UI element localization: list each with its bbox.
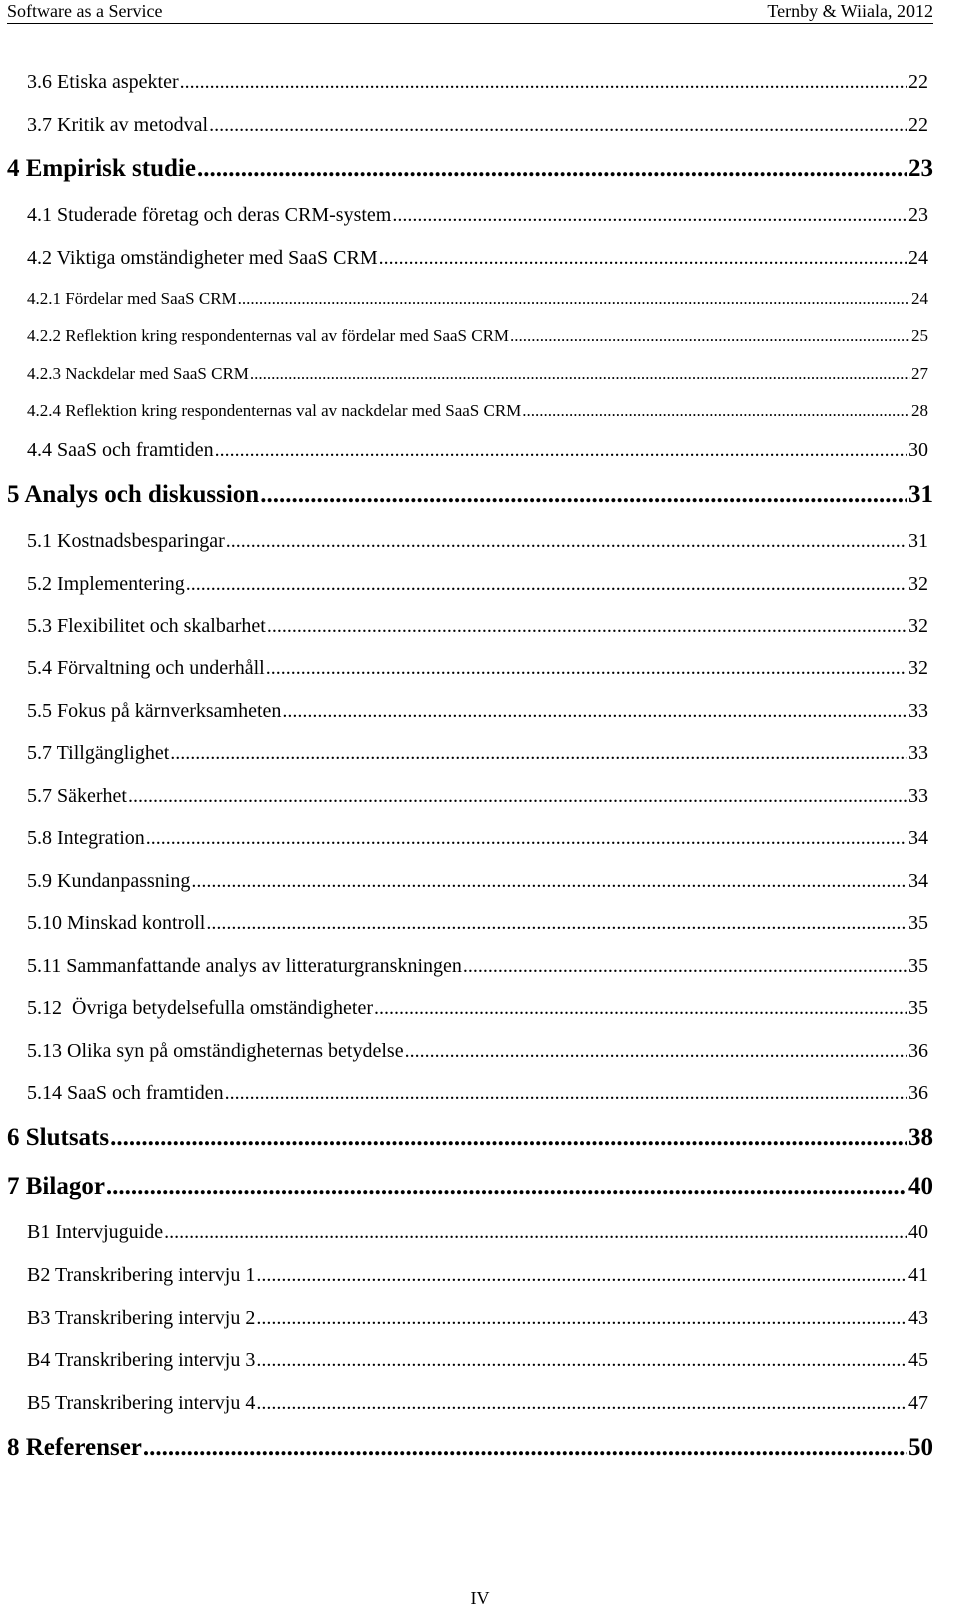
toc-entry-label: 5.10 Minskad kontroll	[27, 912, 206, 934]
toc-leader-dots	[392, 204, 907, 227]
toc-entry[interactable]	[27, 1349, 928, 1372]
toc-entry-page: 43	[908, 1307, 928, 1329]
toc-entry[interactable]	[27, 71, 928, 94]
toc-entry[interactable]	[27, 247, 928, 270]
toc-leader-dots	[463, 955, 907, 978]
toc-entry-page: 33	[908, 700, 928, 722]
page-header	[7, 0, 933, 24]
toc-entry[interactable]	[27, 1040, 928, 1063]
toc-entry-page: 34	[908, 870, 928, 892]
toc-entry-page: 32	[908, 573, 928, 595]
toc-entry[interactable]	[27, 955, 928, 978]
toc-leader-dots	[197, 155, 907, 183]
toc-leader-dots	[164, 1221, 907, 1244]
toc-leader-dots	[256, 1349, 907, 1372]
toc-entry[interactable]	[27, 1307, 928, 1330]
toc-entry-page: 33	[908, 742, 928, 764]
toc-leader-dots	[225, 1082, 907, 1105]
toc-leader-dots	[267, 615, 907, 638]
toc-entry-label: 5.13 Olika syn på omständigheternas betydelse	[27, 1040, 404, 1062]
toc-entry-page: 41	[908, 1264, 928, 1286]
toc-entry-label: 4 Empirisk studie	[7, 155, 196, 182]
toc-chapter[interactable]	[7, 155, 933, 183]
toc-entry-page: 24	[911, 289, 928, 308]
toc-entry-page: 33	[908, 785, 928, 807]
toc-subentry[interactable]	[27, 326, 928, 346]
toc-entry-page: 24	[908, 247, 928, 269]
toc-entry-label: 4.2.4 Reflektion kring respondenternas val av nackdelar med SaaS CRM	[27, 401, 522, 420]
toc-entry-label: B1 Intervjuguide	[27, 1221, 164, 1243]
toc-entry-label: 4.2 Viktiga omständigheter med SaaS CRM	[27, 247, 378, 269]
toc-entry-page: 30	[908, 439, 928, 461]
toc-leader-dots	[106, 1173, 907, 1201]
toc-entry[interactable]	[27, 997, 928, 1020]
toc-entry-label: 5.12 Övriga betydelsefulla omständigheter	[27, 997, 374, 1019]
toc-entry[interactable]	[27, 912, 928, 935]
toc-subentry[interactable]	[27, 289, 928, 309]
toc-leader-dots	[170, 742, 907, 765]
toc-entry[interactable]	[27, 204, 928, 227]
toc-entry-label: B4 Transkribering intervju 3	[27, 1349, 256, 1371]
toc-entry-page: 27	[911, 364, 928, 383]
toc-leader-dots	[510, 326, 910, 346]
toc-entry-label: 5.8 Integration	[27, 827, 145, 849]
toc-leader-dots	[226, 530, 907, 553]
toc-entry[interactable]	[27, 870, 928, 893]
toc-entry-label: 7 Bilagor	[7, 1173, 105, 1200]
toc-entry-label: 3.7 Kritik av metodval	[27, 114, 209, 136]
toc-entry-label: 5.11 Sammanfattande analys av litteraturgranskningen	[27, 955, 462, 977]
toc-leader-dots	[215, 439, 907, 462]
page-number: IV	[470, 1588, 490, 1608]
toc-leader-dots	[379, 247, 907, 270]
toc-entry[interactable]	[27, 530, 928, 553]
toc-entry-page: 35	[908, 997, 928, 1019]
toc-leader-dots	[256, 1307, 907, 1330]
toc-entry-label: 4.4 SaaS och framtiden	[27, 439, 214, 461]
toc-entry-page: 40	[908, 1173, 933, 1200]
toc-entry-label: 5.4 Förvaltning och underhåll	[27, 657, 265, 679]
toc-entry-page: 25	[911, 326, 928, 345]
toc-entry-page: 31	[908, 530, 928, 552]
toc-entry-label: 5.14 SaaS och framtiden	[27, 1082, 224, 1104]
toc-entry-label: B2 Transkribering intervju 1	[27, 1264, 256, 1286]
toc-leader-dots	[186, 573, 907, 596]
toc-entry-label: 5.9 Kundanpassning	[27, 870, 191, 892]
toc-leader-dots	[522, 401, 910, 421]
toc-leader-dots	[405, 1040, 907, 1063]
toc-entry[interactable]	[27, 1392, 928, 1415]
toc-entry[interactable]	[27, 573, 928, 596]
toc-entry-page: 34	[908, 827, 928, 849]
toc-entry-page: 38	[908, 1124, 933, 1151]
toc-leader-dots	[146, 827, 907, 850]
toc-leader-dots	[374, 997, 907, 1020]
toc-entry-label: 4.2.2 Reflektion kring respondenternas val av fördelar med SaaS CRM	[27, 326, 510, 345]
toc-subentry[interactable]	[27, 364, 928, 384]
toc-entry[interactable]	[27, 439, 928, 462]
toc-leader-dots	[143, 1434, 907, 1462]
toc-chapter[interactable]	[7, 481, 933, 509]
header-authors: Ternby & Wiiala, 2012	[767, 1, 933, 21]
toc-entry-page: 45	[908, 1349, 928, 1371]
toc-entry-label: 3.6 Etiska aspekter	[27, 71, 179, 93]
toc-chapter[interactable]	[7, 1173, 933, 1201]
toc-leader-dots	[180, 71, 907, 94]
toc-entry-label: 8 Referenser	[7, 1434, 142, 1461]
toc-entry[interactable]	[27, 114, 928, 137]
toc-entry-page: 32	[908, 657, 928, 679]
toc-entry-page: 23	[908, 204, 928, 226]
toc-leader-dots	[238, 289, 910, 309]
toc-leader-dots	[110, 1124, 907, 1152]
toc-entry-label: B3 Transkribering intervju 2	[27, 1307, 256, 1329]
toc-entry-label: 5.7 Tillgänglighet	[27, 742, 170, 764]
toc-entry-label: B5 Transkribering intervju 4	[27, 1392, 256, 1414]
toc-entry[interactable]	[27, 785, 928, 808]
toc-entry-page: 22	[908, 114, 928, 136]
toc-entry-page: 31	[908, 481, 933, 508]
toc-entry-label: 5.3 Flexibilitet och skalbarhet	[27, 615, 266, 637]
toc-chapter[interactable]	[7, 1124, 933, 1152]
toc-leader-dots	[282, 700, 907, 723]
toc-entry-page: 28	[911, 401, 928, 420]
toc-entry-page: 50	[908, 1434, 933, 1461]
toc-entry-label: 5.1 Kostnadsbesparingar	[27, 530, 225, 552]
toc-entry-page: 35	[908, 955, 928, 977]
toc-entry[interactable]	[27, 700, 928, 723]
toc-leader-dots	[206, 912, 907, 935]
toc-subentry[interactable]	[27, 401, 928, 421]
toc-chapter[interactable]	[7, 1434, 933, 1462]
toc-leader-dots	[266, 657, 907, 680]
header-title: Software as a Service	[7, 1, 163, 21]
toc-entry-page: 22	[908, 71, 928, 93]
toc-leader-dots	[191, 870, 907, 893]
toc-entry-label: 4.1 Studerade företag och deras CRM-system	[27, 204, 392, 226]
toc-entry-page: 32	[908, 615, 928, 637]
toc-entry[interactable]	[27, 1264, 928, 1287]
toc-leader-dots	[128, 785, 907, 808]
toc-entry-page: 35	[908, 912, 928, 934]
toc-entry-label: 4.2.1 Fördelar med SaaS CRM	[27, 289, 237, 308]
toc-entry-label: 5.2 Implementering	[27, 573, 185, 595]
toc-leader-dots	[250, 364, 910, 384]
toc-entry-label: 6 Slutsats	[7, 1124, 110, 1151]
toc-entry[interactable]	[27, 657, 928, 680]
toc-leader-dots	[209, 114, 907, 137]
toc-entry[interactable]	[27, 827, 928, 850]
toc-entry-page: 23	[908, 155, 933, 182]
toc-entry-label: 4.2.3 Nackdelar med SaaS CRM	[27, 364, 249, 383]
toc-entry-page: 47	[908, 1392, 928, 1414]
toc-leader-dots	[260, 481, 907, 509]
toc-leader-dots	[256, 1392, 907, 1415]
toc-entry-label: 5.5 Fokus på kärnverksamheten	[27, 700, 282, 722]
toc-entry-page: 36	[908, 1082, 928, 1104]
toc-entry[interactable]	[27, 615, 928, 638]
toc-entry[interactable]	[27, 1221, 928, 1244]
toc-entry-page: 36	[908, 1040, 928, 1062]
toc-entry-label: 5.7 Säkerhet	[27, 785, 127, 807]
toc-entry-page: 40	[908, 1221, 928, 1243]
toc-entry[interactable]	[27, 742, 928, 765]
toc-entry[interactable]	[27, 1082, 928, 1105]
toc-leader-dots	[256, 1264, 907, 1287]
toc-entry-label: 5 Analys och diskussion	[7, 481, 260, 508]
